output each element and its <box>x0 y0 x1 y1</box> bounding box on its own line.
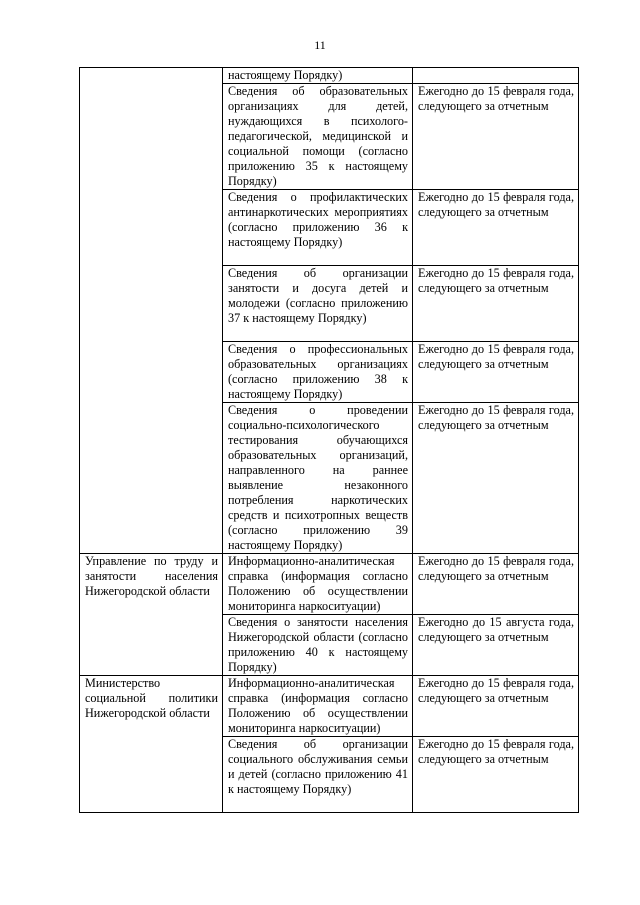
doc-cell: Сведения о проведении социально-психологического тестирования обучающихся образовательных организаций, направленного на раннее выявление незаконного потребления наркотических средств и психотропных веществ (согласно приложению 39 настоящему Порядку) <box>223 403 413 554</box>
monitoring-table <box>79 67 579 813</box>
table-row <box>80 68 579 84</box>
deadline-cell: Ежегодно до 15 февраля года, следующего за отчетным <box>413 403 579 554</box>
doc-cell: Сведения об организации занятости и досуга детей и молодежи (согласно приложению 37 к настоящему Порядку) <box>223 266 413 342</box>
deadline-cell: Ежегодно до 15 февраля года, следующего за отчетным <box>413 554 579 615</box>
table-row <box>80 554 579 615</box>
deadline-cell <box>413 68 579 84</box>
deadline-cell: Ежегодно до 15 февраля года, следующего за отчетным <box>413 342 579 403</box>
org-cell <box>80 68 223 554</box>
deadline-cell: Ежегодно до 15 февраля года, следующего за отчетным <box>413 676 579 737</box>
deadline-cell: Ежегодно до 15 августа года, следующего за отчетным <box>413 615 579 676</box>
table-row <box>80 676 579 737</box>
page-number: 11 <box>314 38 326 52</box>
org-cell: Управление по труду и занятости населения Нижегородской области <box>80 554 223 676</box>
doc-cell: настоящему Порядку) <box>223 68 413 84</box>
deadline-cell: Ежегодно до 15 февраля года, следующего за отчетным <box>413 190 579 266</box>
deadline-cell: Ежегодно до 15 февраля года, следующего за отчетным <box>413 737 579 813</box>
doc-cell: Сведения о профессиональных образовательных организациях (согласно приложению 38 к настоящему Порядку) <box>223 342 413 403</box>
doc-cell: Информационно-аналитическая справка (информация согласно Положению об осуществлении мониторинга наркоситуации) <box>223 676 413 737</box>
doc-cell: Сведения о профилактических антинаркотических мероприятиях (согласно приложению 36 к настоящему Порядку) <box>223 190 413 266</box>
doc-cell: Информационно-аналитическая справка (информация согласно Положению об осуществлении мониторинга наркоситуации) <box>223 554 413 615</box>
doc-cell: Сведения о занятости населения Нижегородской области (согласно приложению 40 к настоящему Порядку) <box>223 615 413 676</box>
doc-cell: Сведения об организации социального обслуживания семьи и детей (согласно приложению 41 к настоящему Порядку) <box>223 737 413 813</box>
deadline-cell: Ежегодно до 15 февраля года, следующего за отчетным <box>413 84 579 190</box>
doc-cell: Сведения об образовательных организациях для детей, нуждающихся в психолого-педагогической, медицинской и социальной помощи (согласно приложению 35 к настоящему Порядку) <box>223 84 413 190</box>
deadline-cell: Ежегодно до 15 февраля года, следующего за отчетным <box>413 266 579 342</box>
org-cell: Министерство социальной политики Нижегородской области <box>80 676 223 813</box>
